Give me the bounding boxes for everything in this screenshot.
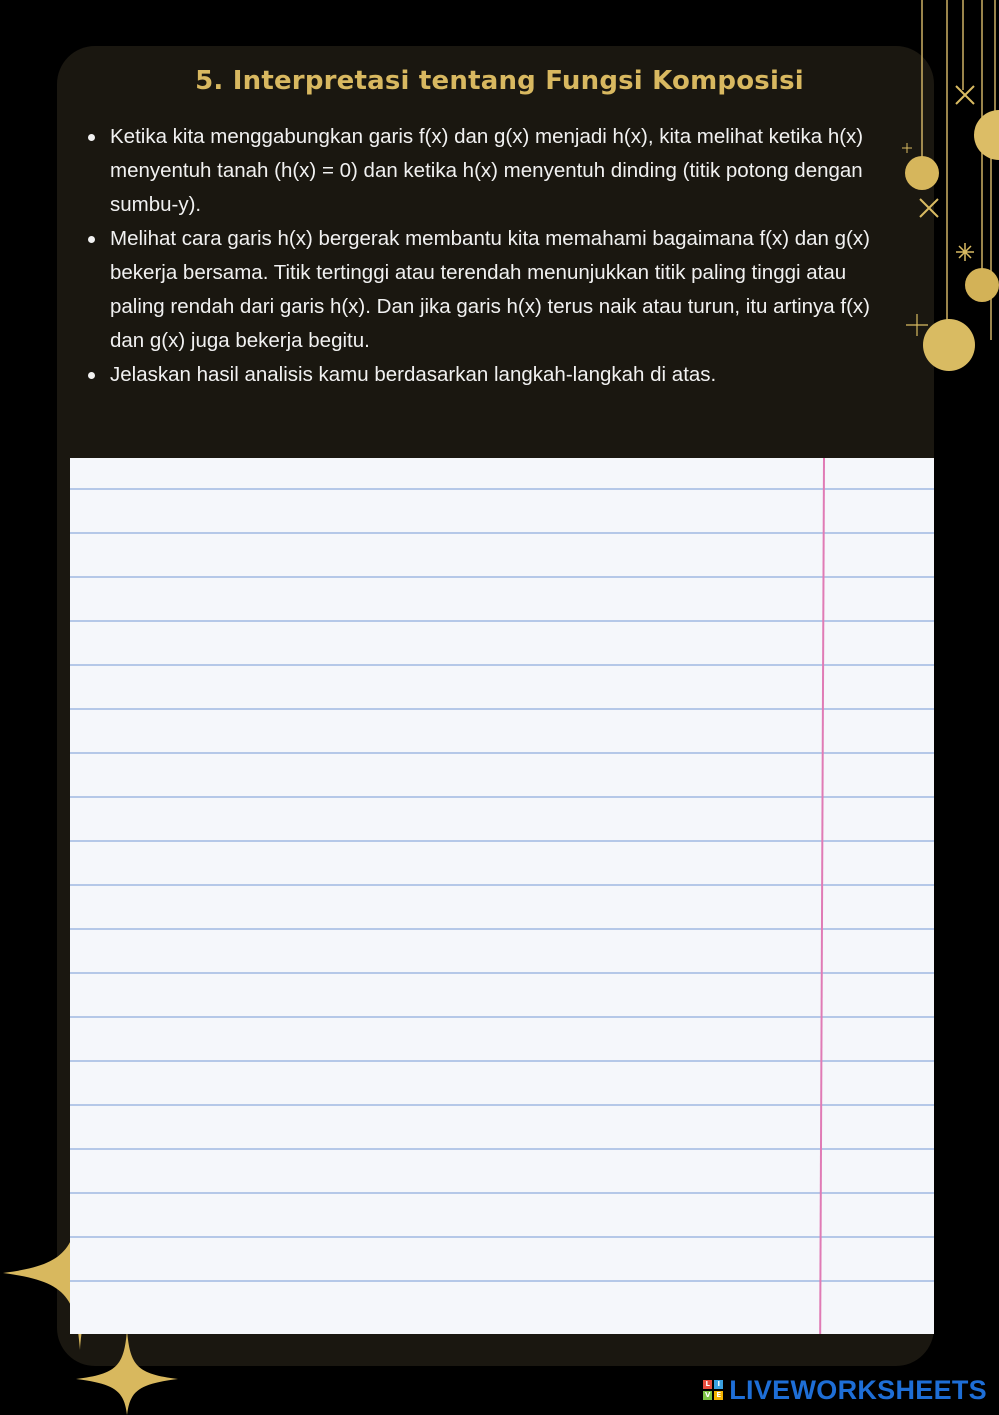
brand-text: LIVEWORKSHEETS — [729, 1374, 987, 1405]
bullet-list — [110, 120, 900, 392]
bullet-item: Melihat cara garis h(x) bergerak membantu kita memahami bagaimana f(x) dan g(x) bekerja bersama. Titik tertinggi atau terendah menunjukkan titik paling tinggi atau paling rendah dari garis h(x). Dan jika garis h(x) terus naik atau turun, itu artinya f(x) dan g(x) juga bekerja begitu. — [110, 222, 900, 358]
page-title: 5. Interpretasi tentang Fungsi Komposisi — [195, 66, 804, 96]
margin-line — [819, 458, 825, 1334]
liveworksheets-logo — [703, 1372, 987, 1408]
bullet-item: Ketika kita menggabungkan garis f(x) dan g(x) menjadi h(x), kita melihat ketika h(x) menyentuh tanah (h(x) = 0) dan ketika h(x) menyentuh dinding (titik potong dengan sumbu-y). — [110, 120, 900, 222]
answer-area[interactable] — [70, 458, 934, 1334]
logo-mark-icon: L I V E — [703, 1380, 723, 1400]
bullet-item: Jelaskan hasil analisis kamu berdasarkan langkah-langkah di atas. — [110, 358, 900, 392]
